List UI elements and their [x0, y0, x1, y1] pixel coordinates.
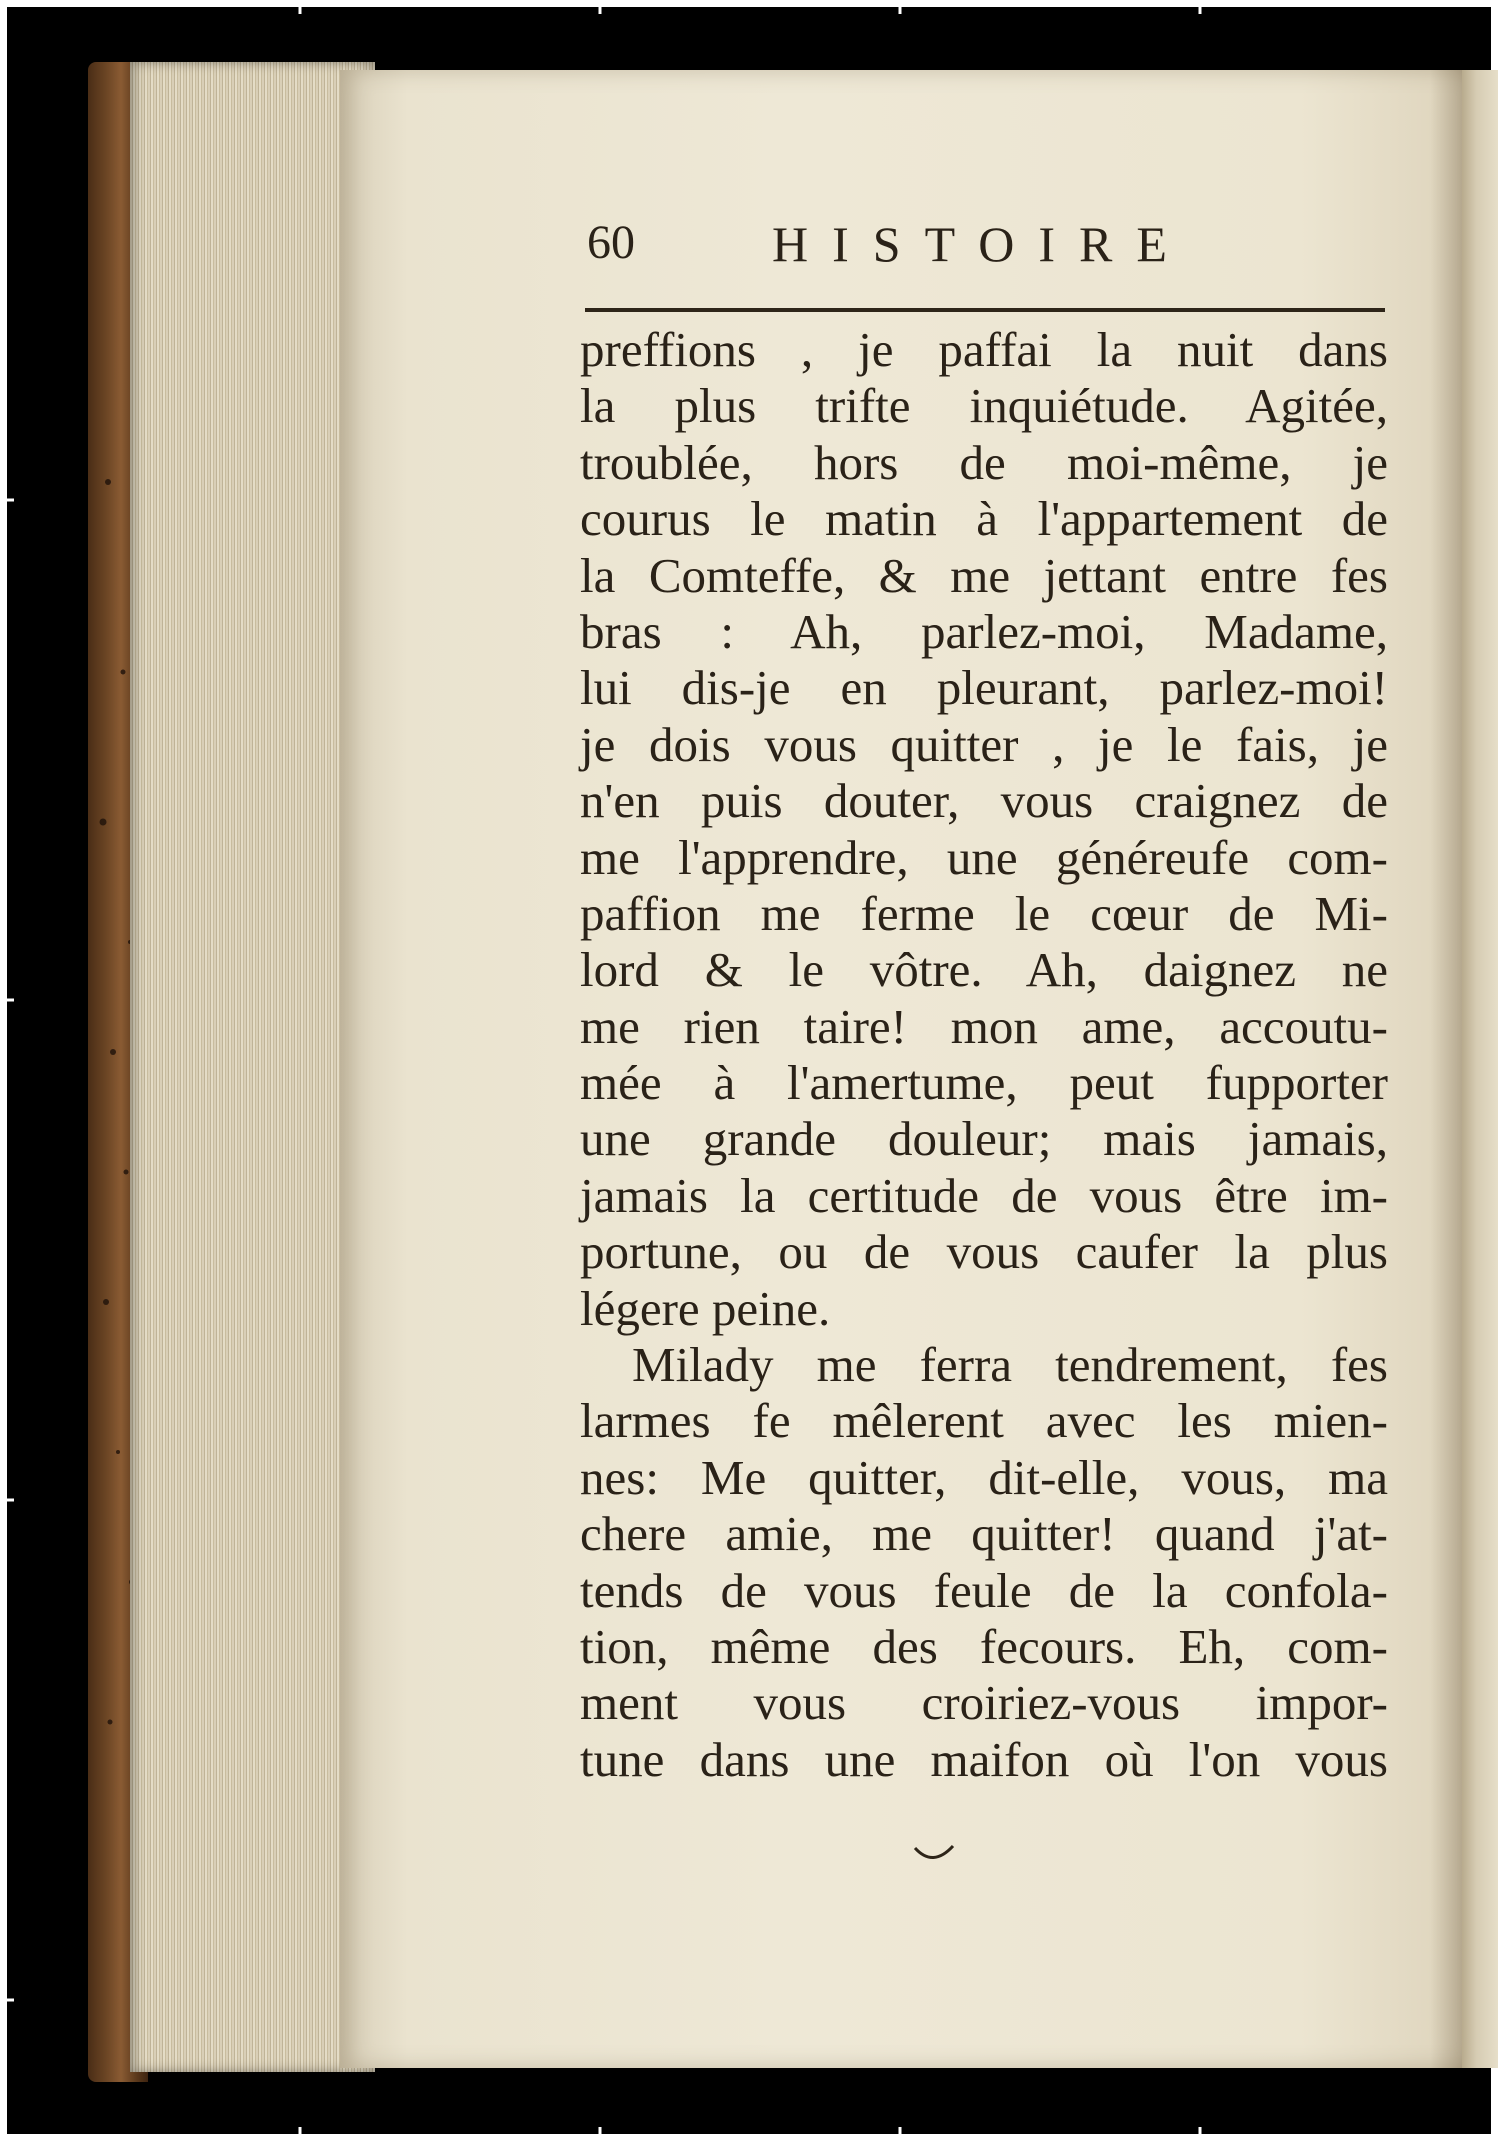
text-line: légere peine.	[580, 1280, 831, 1336]
running-title: HISTOIRE	[772, 216, 1191, 272]
text-line: larmes fe mêlerent avec les mien-	[580, 1393, 1388, 1449]
text-line: une grande douleur; mais jamais,	[580, 1111, 1388, 1167]
text-line: tion, même des fecours. Eh, com-	[580, 1618, 1388, 1674]
text-line: la plus trifte inquiétude. Agitée,	[580, 378, 1388, 434]
text-line: ment vous croiriez-vous impor-	[580, 1675, 1388, 1731]
text-line: Milady me ferra tendrement, fes	[632, 1337, 1388, 1393]
text-line: me l'apprendre, une généreufe com-	[580, 829, 1388, 885]
text-line: courus le matin à l'appartement de	[580, 491, 1388, 547]
page-header	[587, 215, 1387, 285]
page-number: 60	[587, 216, 635, 269]
text-line: jamais la certitude de vous être im-	[580, 1167, 1388, 1223]
printer-ornament	[905, 1840, 965, 1870]
text-line: bras : Ah, parlez-moi, Madame,	[580, 603, 1388, 659]
page-edges	[130, 62, 375, 2072]
text-line: nes: Me quitter, dit-elle, vous, ma	[580, 1449, 1388, 1505]
text-line: chere amie, me quitter! quand j'at-	[580, 1506, 1388, 1562]
text-line: tends de vous feule de la confola-	[580, 1562, 1388, 1618]
text-line: la Comteffe, & me jettant entre fes	[580, 547, 1388, 603]
facing-page-edge	[1462, 70, 1498, 2068]
body-text	[580, 322, 1388, 1788]
text-line: je dois vous quitter , je le fais, je	[580, 716, 1388, 772]
text-line: mée à l'amertume, peut fupporter	[580, 1055, 1388, 1111]
text-line: portune, ou de vous caufer la plus	[580, 1224, 1388, 1280]
header-rule	[585, 308, 1385, 312]
text-line: lord & le vôtre. Ah, daignez ne	[580, 942, 1388, 998]
text-line: preffions , je paffai la nuit dans	[580, 322, 1388, 377]
text-line: tune dans une maifon où l'on vous	[580, 1731, 1388, 1787]
text-line: troublée, hors de moi-même, je	[580, 434, 1388, 490]
text-line: paffion me ferme le cœur de Mi-	[580, 885, 1388, 941]
text-line: n'en puis douter, vous craignez de	[580, 773, 1388, 829]
text-line: lui dis-je en pleurant, parlez-moi!	[580, 660, 1388, 716]
text-line: me rien taire! mon ame, accoutu-	[580, 998, 1388, 1054]
